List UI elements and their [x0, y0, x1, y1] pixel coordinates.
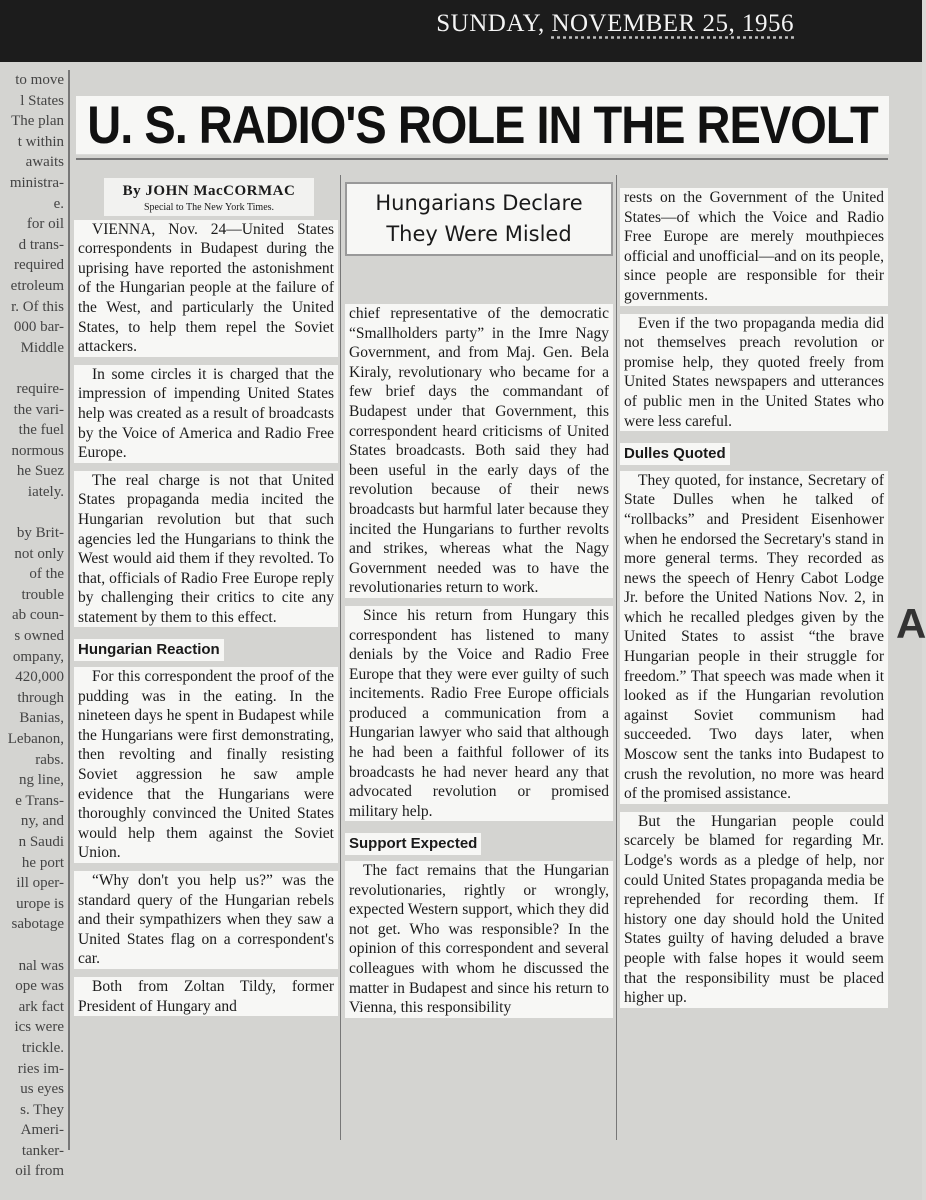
fragment-line: trickle. — [21, 1039, 64, 1056]
column-rule — [68, 70, 70, 1150]
fragment-line: for oil — [26, 216, 64, 233]
column-rule — [616, 175, 617, 1140]
fragment-line: ark fact — [18, 998, 64, 1015]
fragment-line: r. Of this — [11, 298, 64, 315]
fragment-line: iately. — [27, 483, 64, 500]
adjacent-column-fragment — [0, 70, 66, 1182]
fragment-line: t within — [17, 133, 64, 150]
fragment-line: the fuel — [18, 422, 64, 439]
paragraph: “Why don't you help us?” was the standard query of the Hungarian rebels and their sympathizers when they saw a United States flag on a correspondent's car. — [74, 871, 338, 969]
fragment-line: ministra- — [9, 174, 64, 191]
fragment-line: d trans- — [18, 236, 64, 253]
column-2 — [345, 182, 613, 1026]
fragment-line: required — [14, 257, 64, 274]
fragment-line: urope is — [16, 895, 64, 912]
fragment-line — [0, 502, 64, 523]
paragraph: VIENNA, Nov. 24—United States correspondents in Budapest during the uprising have reported the astonishment of the Hungarian people at the failure of the West, and particularly the United States, to help them repel the Soviet attackers. — [74, 220, 338, 357]
fragment-line: etroleum — [10, 277, 64, 294]
fragment-line: ab coun- — [11, 607, 64, 624]
fragment-line: Ameri- — [20, 1122, 64, 1139]
fragment-line: us eyes — [20, 1081, 64, 1098]
fragment-line: 000 bar- — [13, 319, 64, 336]
fragment-line: s. They — [20, 1101, 64, 1118]
date-header — [436, 10, 794, 38]
headline-rule — [76, 158, 888, 160]
fragment-line: awaits — [25, 154, 64, 171]
fragment-line: by Brit- — [16, 525, 64, 542]
byline-author: By JOHN MacCORMAC — [122, 183, 296, 199]
fragment-line: to move — [15, 72, 64, 88]
fragment-line: Middle — [20, 339, 64, 356]
paragraph: rests on the Government of the United States—of which the Voice and Radio Free Europe are merely mouthpieces official and unofficial—and on its people, since people are responsible for their governments. — [620, 188, 888, 306]
byline-special: Special to The New York Times. — [143, 201, 275, 213]
fragment-line: of the — [29, 566, 64, 583]
fragment-line: ompany, — [12, 648, 64, 665]
subhead-support-expected: Support Expected — [345, 833, 481, 855]
fragment-line: the vari- — [13, 401, 64, 418]
fragment-line: e. — [53, 195, 64, 212]
fragment-line: ill oper- — [16, 875, 64, 892]
fragment-line: oil from — [15, 1163, 64, 1180]
fragment-line: he port — [21, 854, 64, 871]
fragment-line: ope was — [15, 978, 64, 995]
subhead-dulles-quoted: Dulles Quoted — [620, 443, 730, 465]
paragraph: But the Hungarian people could scarcely be blamed for regarding Mr. Lodge's words as a pledge of help, nor could United States propaganda media be reprehended for recording them. If history one day should hold the United States guilty of having deluded a brave people with false hopes it would seem that the responsibility must be placed higher up. — [620, 812, 888, 1008]
subhead-hungarian-reaction: Hungarian Reaction — [74, 639, 224, 661]
fragment-line: ny, and — [20, 813, 64, 830]
fragment-line: require- — [16, 380, 64, 397]
fragment-line: nal was — [18, 957, 64, 974]
paragraph: In some circles it is charged that the impression of impending United States help was created as a result of broadcasts by the Voice of America and Radio Free Europe. — [74, 365, 338, 463]
column-rule — [340, 175, 341, 1140]
fragment-line: he Suez — [16, 463, 64, 480]
adjacent-page-letter: A — [896, 600, 926, 647]
fragment-line: e Trans- — [15, 792, 64, 809]
paragraph: Even if the two propaganda media did not themselves preach revolution or promise help, they quoted freely from United States newspapers and utterances of public men in the United States who were less careful. — [620, 314, 888, 432]
article-deck: Hungarians Declare They Were Misled — [345, 182, 613, 256]
date-header-bar — [0, 0, 922, 62]
paragraph: The real charge is not that United States propaganda media incited the Hungarian revolution but that such agencies led the Hungarians to think the West would aid them if they revolted. To that, officials of Radio Free Europe reply by challenging their critics to cite any statement by them to this effect. — [74, 471, 338, 628]
column-3 — [620, 188, 888, 1016]
paragraph: They quoted, for instance, Secretary of State Dulles when he talked of “rollbacks” and President Eisenhower when he endorsed the Secretary's stand in more general terms. They recorded as news the speech of Henry Cabot Lodge Jr. before the United Nations Nov. 2, in which he recalled pledges given by the United States to assist “the brave Hungarian people in their struggle for freedom.” That speech was made when it looked as if the Hungarian revolution against Soviet communism had succeeded. Two days later, when Moscow sent the tanks into Budapest to crush the revolution, no more was heard of the promised assistance. — [620, 471, 888, 804]
paragraph: Since his return from Hungary this correspondent has listened to many denials by the Voice and Radio Free Europe that they were ever guilty of such incitements. Radio Free Europe officials produced a communication from a Hungarian lawyer who said that although he had been a faithful follower of its broadcasts he had never heard any that advocated revolution or promised military help. — [345, 606, 613, 822]
paragraph: The fact remains that the Hungarian revolutionaries, rightly or wrongly, expected Western support, which they did not get. Who was responsible? In the opinion of this correspondent and several colleagues with whom he discussed the matter in Budapest and since his return to Vienna, this responsibility — [345, 861, 613, 1018]
fragment-line: ics were — [14, 1019, 64, 1036]
fragment-line: The plan — [11, 113, 64, 130]
paragraph: For this correspondent the proof of the pudding was in the eating. In the nineteen days he spent in Budapest while the Hungarians were first demonstrating, then revolting and finally resisting Soviet aggression he saw ample evidence that the Hungarians were thoroughly convinced the United States would help them against the Soviet Union. — [74, 667, 338, 863]
date-rest: NOVEMBER 25, 1956 — [551, 10, 794, 37]
fragment-line: normous — [11, 442, 64, 459]
fragment-line: not only — [14, 545, 64, 562]
fragment-line — [0, 935, 64, 956]
fragment-line: rabs. — [35, 751, 64, 768]
fragment-line: sabotage — [11, 916, 64, 933]
column-1 — [74, 178, 338, 1024]
date-prefix: SUNDAY, — [436, 10, 545, 37]
article-headline: U. S. RADIO'S ROLE IN THE REVOLT — [76, 96, 889, 154]
fragment-line: s owned — [14, 628, 64, 645]
fragment-line: tanker- — [21, 1142, 64, 1159]
paragraph: Both from Zoltan Tildy, former President of Hungary and — [74, 977, 338, 1016]
fragment-line — [0, 358, 64, 379]
fragment-line: 420,000 — [15, 669, 64, 686]
fragment-line: ng line, — [19, 772, 64, 789]
byline — [104, 178, 314, 216]
fragment-line: n Saudi — [18, 833, 64, 850]
paragraph: chief representative of the democratic “Smallholders party” in the Imre Nagy Government, and from Maj. Gen. Bela Kiraly, revolutionary who became for a few brief days the commandant of Budapest under that Government, this correspondent heard criticisms of United States broadcasts. Both said they had been useful in the early days of the revolution because of their news broadcasts but harmful later because they incited the Hungarians to further revolts and strikes, whereas what the Nagy Government needed was to have the revolutionaries return to work. — [345, 304, 613, 598]
fragment-line: ries im- — [17, 1060, 64, 1077]
fragment-line: l States — [20, 92, 64, 109]
fragment-line: Banias, — [19, 710, 64, 727]
fragment-line: trouble — [21, 586, 64, 603]
fragment-line: Lebanon, — [7, 731, 64, 747]
fragment-line: through — [17, 689, 64, 706]
